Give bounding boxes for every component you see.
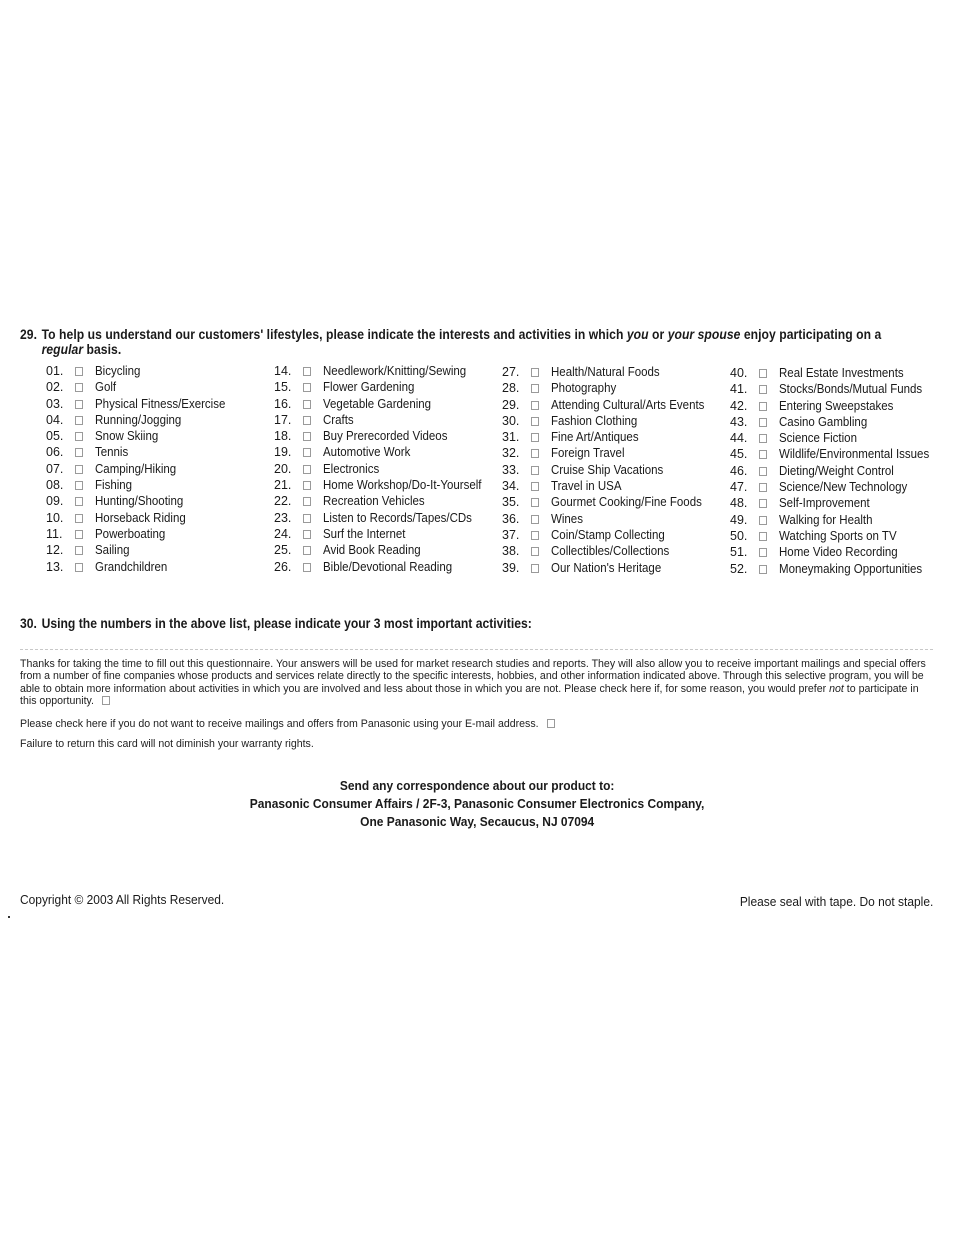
activity-label: Foreign Travel xyxy=(551,446,625,461)
activity-checkbox[interactable] xyxy=(531,401,539,410)
email-optout-checkbox[interactable] xyxy=(547,719,555,728)
activity-item xyxy=(274,493,498,509)
activity-label: Golf xyxy=(95,380,117,395)
activity-number: 25. xyxy=(274,543,292,558)
activity-label: Camping/Hiking xyxy=(95,461,177,476)
activity-checkbox[interactable] xyxy=(303,400,311,409)
activity-label: Needlework/Knitting/Sewing xyxy=(323,364,467,378)
activity-label: Stocks/Bonds/Mutual Funds xyxy=(779,382,923,397)
activity-checkbox[interactable] xyxy=(531,515,539,524)
activity-item xyxy=(46,379,270,395)
activity-number: 30. xyxy=(502,413,520,428)
activity-label: Watching Sports on TV xyxy=(779,528,897,543)
activity-item xyxy=(502,478,726,494)
activity-checkbox[interactable] xyxy=(75,546,83,555)
activity-checkbox[interactable] xyxy=(75,432,83,441)
activity-number: 24. xyxy=(274,526,292,541)
activity-item xyxy=(730,512,954,528)
opt-out-program-checkbox[interactable] xyxy=(102,696,110,705)
divider xyxy=(20,649,933,650)
activity-item xyxy=(274,444,498,460)
activity-checkbox[interactable] xyxy=(759,467,767,476)
question-29 xyxy=(20,327,911,357)
activity-item xyxy=(502,364,726,380)
activity-item xyxy=(502,494,726,510)
activity-checkbox[interactable] xyxy=(531,417,539,426)
activity-label: Buy Prerecorded Videos xyxy=(323,429,448,444)
activity-number: 39. xyxy=(502,560,520,575)
activity-checkbox[interactable] xyxy=(759,516,767,525)
question-text: To help us understand our customers' lifestyles, please indicate the interests and activities in which xyxy=(41,327,627,342)
activity-number: 02. xyxy=(46,380,64,395)
activity-item xyxy=(730,561,954,577)
question-30 xyxy=(20,616,911,631)
activity-item xyxy=(502,397,726,413)
activity-label: Avid Book Reading xyxy=(323,543,421,558)
emphasis-you: you xyxy=(626,327,649,342)
activity-number: 27. xyxy=(502,365,520,379)
activity-label: Sailing xyxy=(95,543,130,558)
activity-item xyxy=(502,429,726,445)
question-text-cont: enjoy participating on a xyxy=(740,327,882,342)
activity-column-2 xyxy=(274,363,498,575)
activity-number: 11. xyxy=(46,526,63,541)
activity-item xyxy=(274,428,498,444)
warranty-note: Failure to return this card will not diminish your warranty rights. xyxy=(20,738,314,750)
activity-number: 48. xyxy=(730,496,748,511)
activity-checkbox[interactable] xyxy=(759,450,767,459)
activity-item xyxy=(502,560,726,576)
activity-column-1 xyxy=(46,363,270,575)
activity-item xyxy=(730,495,954,511)
activity-checkbox[interactable] xyxy=(75,514,83,523)
activity-item xyxy=(730,430,954,446)
activity-label: Dieting/Weight Control xyxy=(779,463,894,478)
activity-label: Fashion Clothing xyxy=(551,413,638,428)
activity-item xyxy=(46,542,270,558)
activity-label: Fine Art/Antiques xyxy=(551,430,639,445)
activity-number: 29. xyxy=(502,397,520,412)
activity-label: Walking for Health xyxy=(779,512,873,527)
activity-checkbox[interactable] xyxy=(303,448,311,457)
activity-label: Coin/Stamp Collecting xyxy=(551,527,665,542)
activity-item xyxy=(46,444,270,460)
activity-item xyxy=(502,445,726,461)
activity-item xyxy=(46,477,270,493)
activity-label: Cruise Ship Vacations xyxy=(551,462,664,477)
activity-number: 41. xyxy=(730,382,748,397)
activity-item xyxy=(274,363,498,379)
activity-checkbox[interactable] xyxy=(531,547,539,556)
activity-checkbox[interactable] xyxy=(303,530,311,539)
seal-instruction: Please seal with tape. Do not staple. xyxy=(739,894,933,909)
copyright-notice: Copyright © 2003 All Rights Reserved. xyxy=(20,892,225,907)
activity-checkbox[interactable] xyxy=(759,499,767,508)
activity-item xyxy=(502,380,726,396)
activity-checkbox[interactable] xyxy=(75,400,83,409)
activity-number: 08. xyxy=(46,478,64,493)
activity-checkbox[interactable] xyxy=(75,481,83,490)
activity-checkbox[interactable] xyxy=(75,563,83,572)
activity-checkbox[interactable] xyxy=(531,531,539,540)
activity-number: 50. xyxy=(730,528,748,543)
activity-item xyxy=(730,398,954,414)
activity-label: Health/Natural Foods xyxy=(551,365,660,379)
activity-item xyxy=(274,461,498,477)
activity-item xyxy=(730,414,954,430)
activity-label: Science Fiction xyxy=(779,431,857,446)
activity-label: Horseback Riding xyxy=(95,510,186,525)
activity-label: Physical Fitness/Exercise xyxy=(95,396,226,411)
activity-number: 01. xyxy=(46,364,64,378)
activity-number: 20. xyxy=(274,461,292,476)
activity-checkbox[interactable] xyxy=(759,548,767,557)
activity-checkbox[interactable] xyxy=(303,481,311,490)
activity-label: Hunting/Shooting xyxy=(95,494,184,509)
activity-label: Fishing xyxy=(95,478,133,493)
activity-checkbox[interactable] xyxy=(303,497,311,506)
question-text: Using the numbers in the above list, please indicate your 3 most important activities: xyxy=(41,616,532,631)
activity-label: Attending Cultural/Arts Events xyxy=(551,397,705,412)
activity-checkbox[interactable] xyxy=(531,433,539,442)
activity-number: 07. xyxy=(46,461,64,476)
activity-label: Collectibles/Collections xyxy=(551,544,670,559)
activity-checkbox[interactable] xyxy=(303,546,311,555)
activity-number: 46. xyxy=(730,463,748,478)
activity-label: Travel in USA xyxy=(551,479,622,494)
activity-item xyxy=(46,461,270,477)
activity-number: 34. xyxy=(502,479,520,494)
activity-label: Vegetable Gardening xyxy=(323,396,432,411)
activity-label: Surf the Internet xyxy=(323,526,406,541)
activity-label: Photography xyxy=(551,381,617,396)
question-text-or: or xyxy=(648,327,668,342)
activity-item xyxy=(730,381,954,397)
activity-number: 03. xyxy=(46,396,64,411)
activity-checkbox[interactable] xyxy=(303,514,311,523)
activity-checkbox[interactable] xyxy=(531,482,539,491)
activity-checkbox[interactable] xyxy=(75,367,83,376)
activity-label: Powerboating xyxy=(95,526,166,541)
activity-item xyxy=(46,412,270,428)
activity-checkbox[interactable] xyxy=(531,384,539,393)
activity-label: Wines xyxy=(551,511,583,526)
activity-item xyxy=(502,462,726,478)
activity-number: 28. xyxy=(502,381,520,396)
activity-number: 17. xyxy=(274,412,292,427)
activity-label: Snow Skiing xyxy=(95,429,159,444)
activity-label: Listen to Records/Tapes/CDs xyxy=(323,510,472,525)
activity-number: 05. xyxy=(46,429,64,444)
emphasis-regular: regular xyxy=(41,342,84,357)
activity-number: 32. xyxy=(502,446,520,461)
activity-item xyxy=(730,479,954,495)
activity-checkbox[interactable] xyxy=(759,434,767,443)
activity-number: 47. xyxy=(730,480,748,495)
activity-label: Bible/Devotional Reading xyxy=(323,559,453,574)
activity-label: Entering Sweepstakes xyxy=(779,398,894,413)
activity-number: 31. xyxy=(502,430,520,445)
activity-checkbox[interactable] xyxy=(75,416,83,425)
activity-checkbox[interactable] xyxy=(531,466,539,475)
address-line-1: Send any correspondence about our product to: xyxy=(339,778,615,793)
activity-number: 15. xyxy=(274,380,292,395)
activity-checkbox[interactable] xyxy=(303,432,311,441)
activity-number: 44. xyxy=(730,431,748,446)
activity-number: 38. xyxy=(502,544,520,559)
activity-item xyxy=(274,396,498,412)
activity-label: Wildlife/Environmental Issues xyxy=(779,447,930,462)
activity-checkbox[interactable] xyxy=(759,385,767,394)
activity-checkbox[interactable] xyxy=(75,383,83,392)
activity-number: 23. xyxy=(274,510,292,525)
thanks-text: Thanks for taking the time to fill out this questionnaire. Your answers will be used for market research studies and reports. They will also allow you to receive important mailings and special offers from a number of fine companies whose products and services relate directly to the specific interests, hobbies, and other information indicated above. Through this selective program, you will be able to obtain more information about activities in which you are involved and less about those in which you are not. Please check here if, for some reason, you would prefer xyxy=(20,658,926,695)
activity-checkbox[interactable] xyxy=(759,565,767,574)
activity-checkbox[interactable] xyxy=(75,465,83,474)
activity-item xyxy=(730,544,954,560)
activity-checkbox[interactable] xyxy=(759,369,767,378)
activity-label: Bicycling xyxy=(95,364,141,378)
activity-checkbox[interactable] xyxy=(759,418,767,427)
activity-label: Tennis xyxy=(95,445,129,460)
activity-number: 13. xyxy=(46,559,64,574)
question-number: 30. xyxy=(20,616,37,631)
activity-label: Real Estate Investments xyxy=(779,366,904,380)
activity-checkbox[interactable] xyxy=(303,383,311,392)
activity-checkbox[interactable] xyxy=(759,483,767,492)
activity-item xyxy=(274,526,498,542)
activity-item xyxy=(46,493,270,509)
thanks-text-cont: to participate in this opportunity. xyxy=(20,682,919,708)
activity-item xyxy=(274,542,498,558)
activity-label: Electronics xyxy=(323,461,380,476)
activity-item xyxy=(730,463,954,479)
activity-checkbox[interactable] xyxy=(759,402,767,411)
activity-number: 49. xyxy=(730,512,748,527)
activity-item xyxy=(46,363,270,379)
activity-checkbox[interactable] xyxy=(303,416,311,425)
activity-checkbox[interactable] xyxy=(303,563,311,572)
activity-number: 06. xyxy=(46,445,64,460)
address-heading xyxy=(0,777,954,795)
activity-item xyxy=(274,477,498,493)
activity-checkbox[interactable] xyxy=(303,367,311,376)
activity-column-3 xyxy=(502,364,726,576)
activity-number: 12. xyxy=(46,543,64,558)
activity-checkbox[interactable] xyxy=(75,530,83,539)
activity-checkbox[interactable] xyxy=(75,448,83,457)
activity-checkbox[interactable] xyxy=(759,532,767,541)
activity-number: 14. xyxy=(274,364,292,378)
address-company xyxy=(0,795,954,813)
activity-number: 43. xyxy=(730,414,748,429)
activity-item xyxy=(502,527,726,543)
activity-label: Grandchildren xyxy=(95,559,168,574)
activity-number: 42. xyxy=(730,398,748,413)
activity-number: 19. xyxy=(274,445,292,460)
activity-item xyxy=(274,510,498,526)
activity-item xyxy=(730,446,954,462)
activity-label: Gourmet Cooking/Fine Foods xyxy=(551,495,702,510)
activity-item xyxy=(46,510,270,526)
activity-item xyxy=(46,559,270,575)
activity-checkbox[interactable] xyxy=(303,465,311,474)
activity-number: 16. xyxy=(274,396,292,411)
printer-mark xyxy=(8,916,10,918)
address-line-3: One Panasonic Way, Secaucus, NJ 07094 xyxy=(359,814,594,829)
activity-label: Our Nation's Heritage xyxy=(551,560,662,575)
activity-label: Crafts xyxy=(323,412,354,427)
activity-number: 40. xyxy=(730,366,748,380)
activity-number: 51. xyxy=(730,545,748,560)
address-line-2: Panasonic Consumer Affairs / 2F-3, Panasonic Consumer Electronics Company, xyxy=(249,796,705,811)
activity-item xyxy=(502,413,726,429)
activity-number: 26. xyxy=(274,559,292,574)
activity-checkbox[interactable] xyxy=(531,368,539,377)
activity-item xyxy=(730,528,954,544)
activity-number: 18. xyxy=(274,429,292,444)
question-number: 29. xyxy=(20,327,38,342)
activity-item xyxy=(46,428,270,444)
activity-number: 21. xyxy=(274,478,292,493)
activity-checkbox[interactable] xyxy=(531,449,539,458)
activity-number: 52. xyxy=(730,561,748,576)
activity-item xyxy=(274,559,498,575)
address-street xyxy=(0,813,954,831)
activity-label: Flower Gardening xyxy=(323,380,415,395)
activity-item xyxy=(46,526,270,542)
activity-item xyxy=(502,511,726,527)
activity-number: 35. xyxy=(502,495,520,510)
activity-label: Science/New Technology xyxy=(779,480,908,495)
activity-label: Moneymaking Opportunities xyxy=(779,561,923,576)
activity-label: Home Workshop/Do-It-Yourself xyxy=(323,478,482,493)
activity-number: 04. xyxy=(46,412,64,427)
activity-number: 45. xyxy=(730,447,748,462)
thanks-paragraph xyxy=(20,658,934,708)
activity-label: Casino Gambling xyxy=(779,414,868,429)
activity-column-4 xyxy=(730,365,954,577)
activity-checkbox[interactable] xyxy=(531,498,539,507)
activity-item xyxy=(274,379,498,395)
activity-checkbox[interactable] xyxy=(75,497,83,506)
activity-label: Running/Jogging xyxy=(95,412,182,427)
activity-item xyxy=(502,543,726,559)
emphasis-not: not xyxy=(829,682,844,695)
email-optout-line xyxy=(20,718,934,730)
activity-label: Self-Improvement xyxy=(779,496,870,511)
activity-number: 37. xyxy=(502,527,520,542)
activity-number: 33. xyxy=(502,462,520,477)
question-text-basis: basis. xyxy=(83,342,122,357)
activity-checkbox[interactable] xyxy=(531,564,539,573)
activity-item xyxy=(46,396,270,412)
activity-item xyxy=(274,412,498,428)
activity-number: 22. xyxy=(274,494,292,509)
activity-number: 10. xyxy=(46,510,64,525)
optout-text: Please check here if you do not want to receive mailings and offers from Panasonic using your E-mail address. xyxy=(20,718,539,730)
activity-label: Automotive Work xyxy=(323,445,411,460)
activity-number: 36. xyxy=(502,511,520,526)
activity-label: Recreation Vehicles xyxy=(323,494,425,509)
activity-label: Home Video Recording xyxy=(779,545,898,560)
activity-number: 09. xyxy=(46,494,64,509)
emphasis-your-spouse: your spouse xyxy=(667,327,741,342)
activity-item xyxy=(730,365,954,381)
